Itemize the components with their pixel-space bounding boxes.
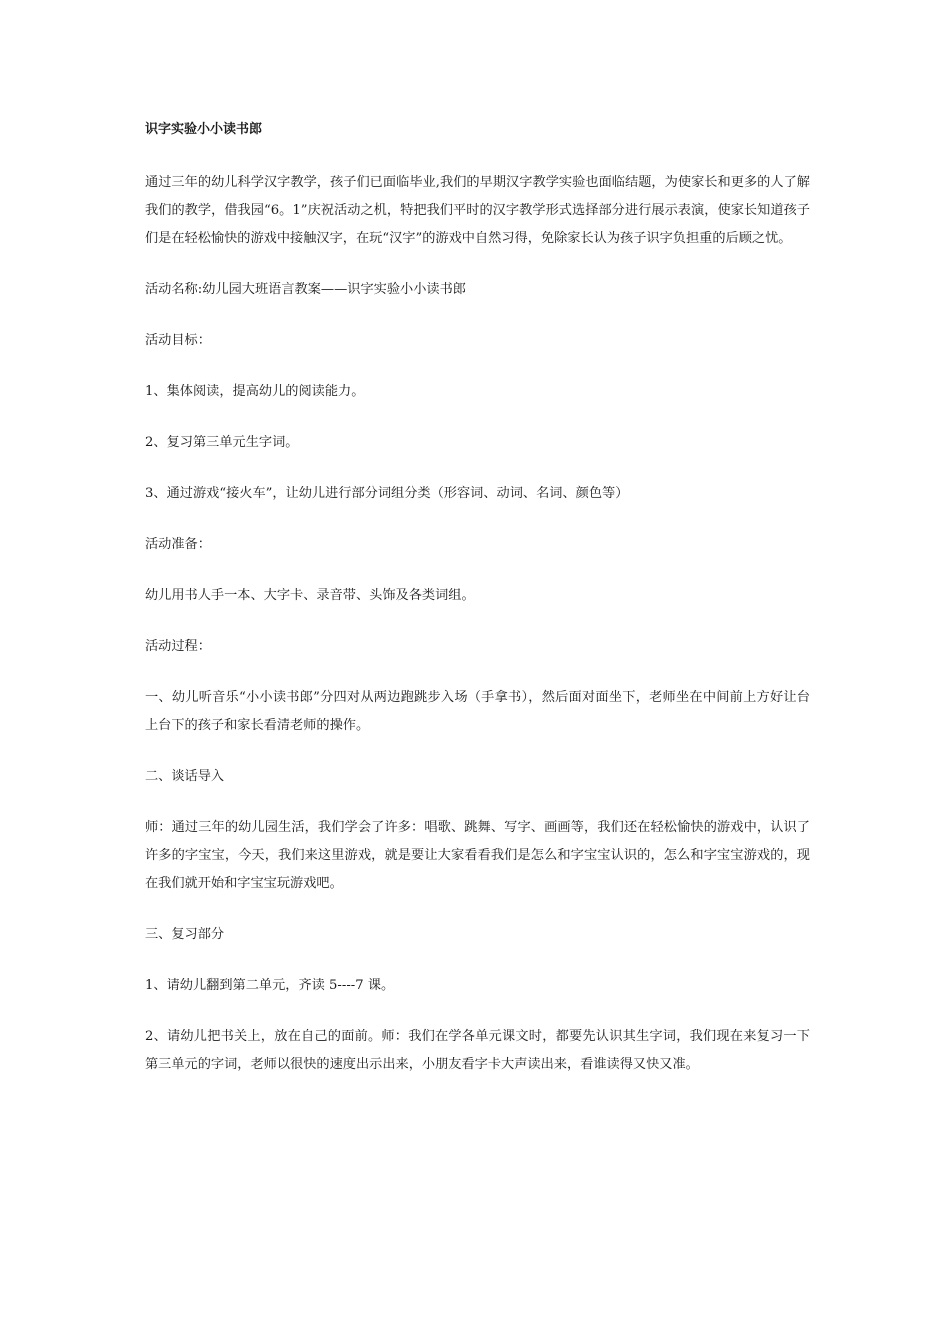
paragraph-teacher-talk: 师：通过三年的幼儿园生活，我们学会了许多：唱歌、跳舞、写字、画画等，我们还在轻松愉快的游戏中，认识了许多的字宝宝，今天，我们来这里游戏，就是要让大家看看我们是怎么和字宝宝认识的，怎么和字宝宝游戏的，现在我们就开始和字宝宝玩游戏吧。	[145, 820, 810, 891]
document-body	[145, 120, 810, 1102]
paragraph-step-2-heading: 二、谈话导入	[145, 769, 225, 784]
paragraph-review-1: 1、请幼儿翻到第二单元，齐读 5----7 课。	[145, 978, 395, 993]
paragraph-goals-heading: 活动目标：	[145, 333, 211, 348]
paragraph-intro: 通过三年的幼儿科学汉字教学，孩子们已面临毕业,我们的早期汉字教学实验也面临结题，为使家长和更多的人了解我们的教学，借我园“6。1”庆祝活动之机，特把我们平时的汉字教学形式选择部分进行展示表演，使家长知道孩子们是在轻松愉快的游戏中接触汉字，在玩“汉字”的游戏中自然习得，免除家长认为孩子识字负担重的后顾之忧。	[145, 175, 810, 246]
paragraph-activity-name: 活动名称:幼儿园大班语言教案——识字实验小小读书郎	[145, 282, 466, 297]
paragraph-step-3-heading: 三、复习部分	[145, 927, 225, 942]
paragraph-preparation: 幼儿用书人手一本、大字卡、录音带、头饰及各类词组。	[145, 588, 475, 603]
paragraph-goal-3: 3、通过游戏“接火车”，让幼儿进行部分词组分类（形容词、动词、名词、颜色等）	[145, 486, 629, 501]
paragraph-goal-1: 1、集体阅读，提高幼儿的阅读能力。	[145, 384, 365, 399]
paragraph-step-1: 一、幼儿听音乐“小小读书郎”分四对从两边跑跳步入场（手拿书），然后面对面坐下，老师坐在中间前上方好让台上台下的孩子和家长看清老师的操作。	[145, 690, 810, 733]
paragraph-process-heading: 活动过程：	[145, 639, 211, 654]
document-title: 识字实验小小读书郎	[145, 122, 263, 137]
paragraph-review-2: 2、请幼儿把书关上，放在自己的面前。师：我们在学各单元课文时，都要先认识其生字词，我们现在来复习一下第三单元的字词，老师以很快的速度出示出来，小朋友看字卡大声读出来，看谁读得又快又准。	[145, 1029, 810, 1072]
paragraph-preparation-heading: 活动准备：	[145, 537, 211, 552]
paragraph-goal-2: 2、复习第三单元生字词。	[145, 435, 299, 450]
